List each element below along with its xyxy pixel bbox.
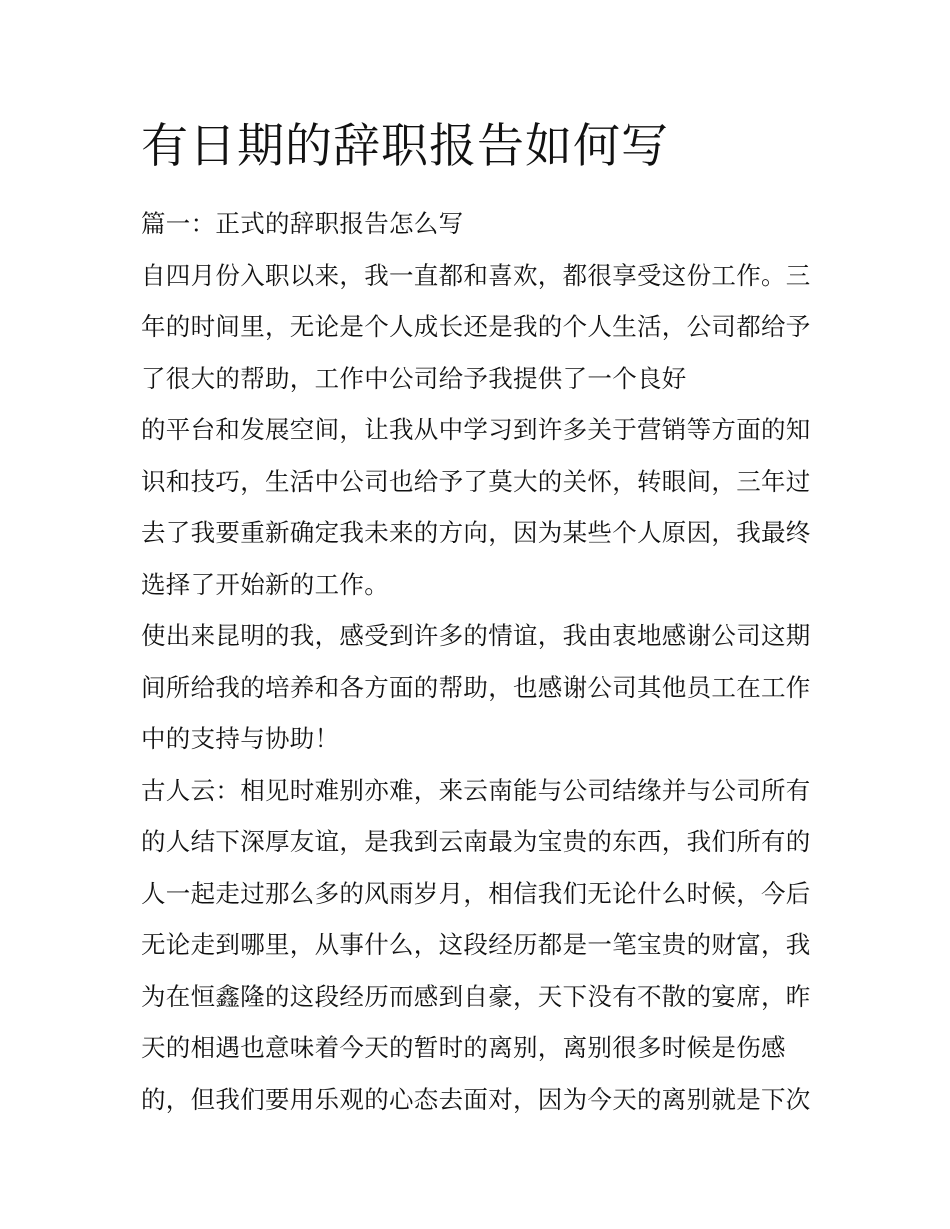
paragraph-line: 天的相遇也意味着今天的暂时的离别，离别很多时候是伤感 bbox=[141, 1033, 786, 1062]
paragraph-line: 的人结下深厚友谊，是我到云南最为宝贵的东西，我们所有的 bbox=[141, 827, 811, 856]
section-heading: 篇一：正式的辞职报告怎么写 bbox=[141, 209, 464, 238]
paragraph-line: 的，但我们要用乐观的心态去面对，因为今天的离别就是下次 bbox=[141, 1084, 811, 1114]
paragraph-line: 无论走到哪里，从事什么，这段经历都是一笔宝贵的财富，我 bbox=[141, 930, 811, 959]
paragraph-line: 中的支持与协助！ bbox=[141, 724, 340, 753]
document-body bbox=[141, 198, 831, 1125]
paragraph-line: 间所给我的培养和各方面的帮助，也感谢公司其他员工在工作 bbox=[141, 672, 811, 702]
paragraph-line: 年的时间里，无论是个人成长还是我的个人生活，公司都给予 bbox=[141, 312, 811, 341]
paragraph-line: 了很大的帮助，工作中公司给予我提供了一个良好 bbox=[141, 363, 687, 393]
paragraph-line: 人一起走过那么多的风雨岁月，相信我们无论什么时候，今后 bbox=[141, 878, 811, 908]
paragraph-line: 古人云：相见时难别亦难，来云南能与公司结缘并与公司所有 bbox=[141, 775, 811, 805]
paragraph-line: 识和技巧，生活中公司也给予了莫大的关怀，转眼间，三年过 bbox=[141, 466, 811, 496]
paragraph-line: 使出来昆明的我，感受到许多的情谊，我由衷地感谢公司这期 bbox=[141, 621, 811, 650]
paragraph-line: 自四月份入职以来，我一直都和喜欢，都很享受这份工作。三 bbox=[141, 260, 811, 290]
paragraph-line: 选择了开始新的工作。 bbox=[141, 569, 389, 599]
paragraph-line: 为在恒鑫隆的这段经历而感到自豪，天下没有不散的宴席，昨 bbox=[141, 981, 811, 1011]
document-title: 有日期的辞职报告如何写 bbox=[141, 119, 669, 174]
paragraph-line: 的平台和发展空间，让我从中学习到许多关于营销等方面的知 bbox=[141, 415, 811, 444]
paragraph-line: 去了我要重新确定我未来的方向，因为某些个人原因，我最终 bbox=[141, 518, 811, 547]
